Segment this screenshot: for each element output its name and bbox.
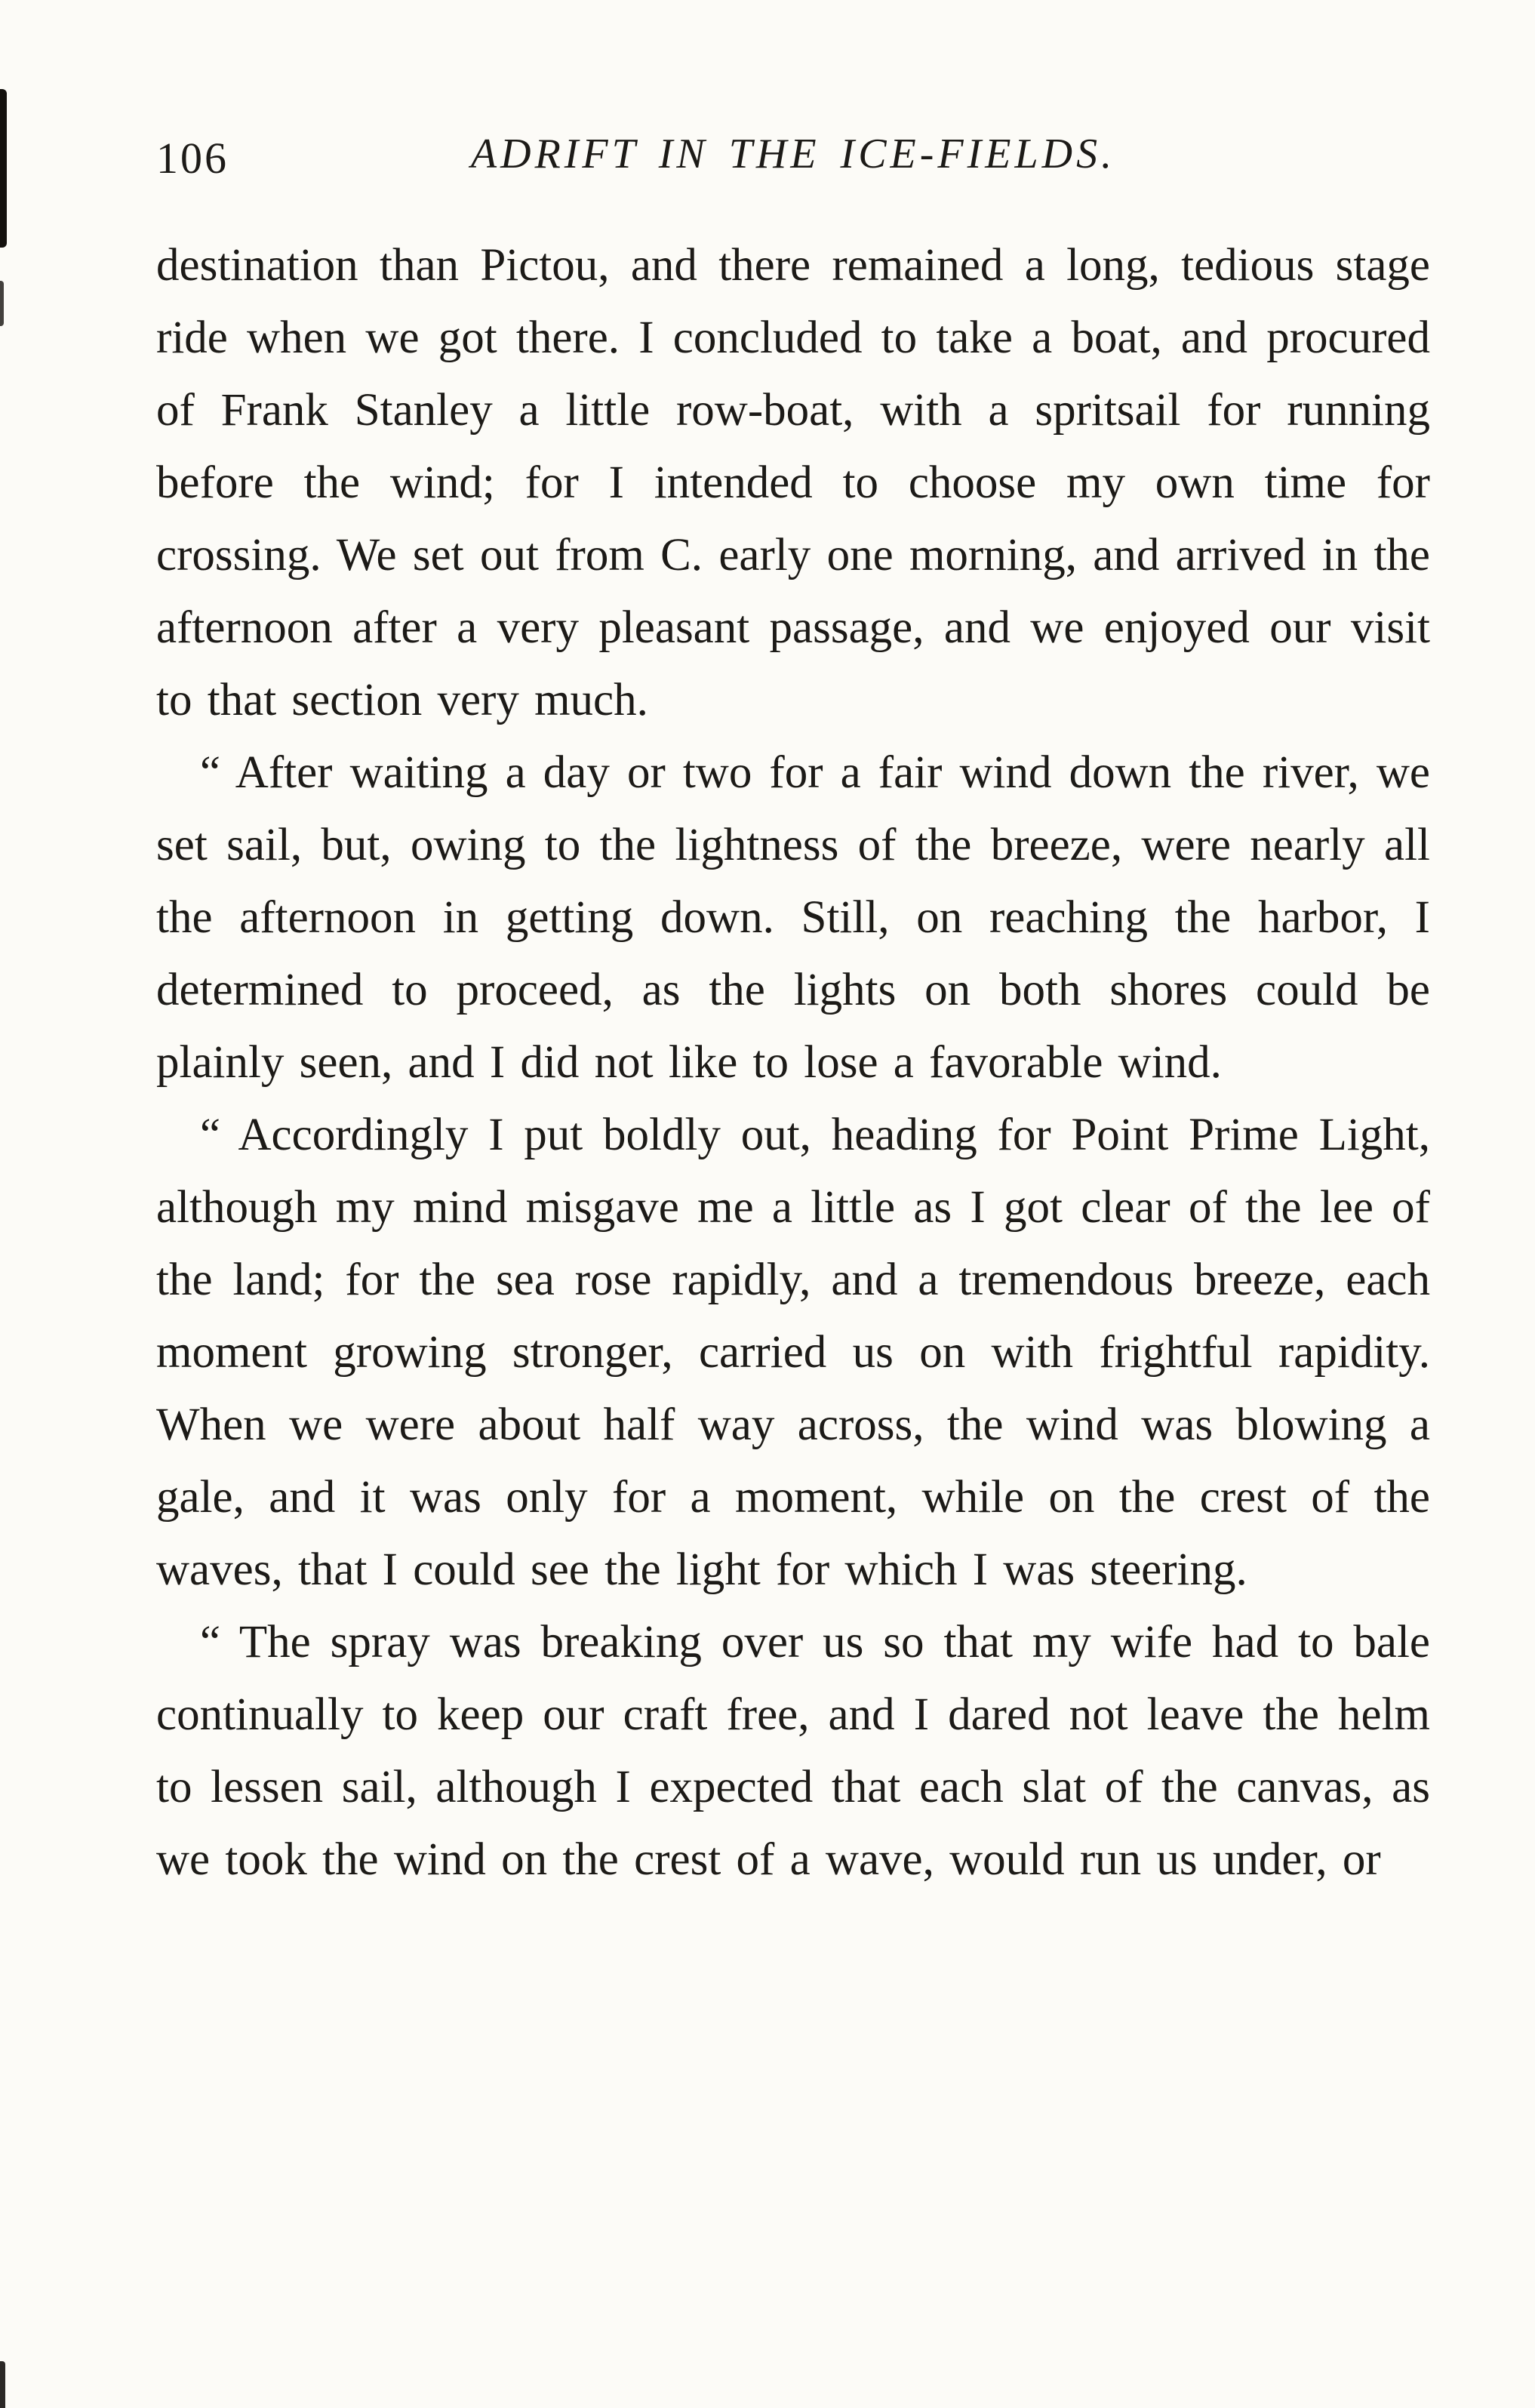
paragraph: “ After waiting a day or two for a fair wind down the river, we set sail, but, owing to the lightness of the breeze, were nearly all the afternoon in getting down. Still, on reaching the harbor, I determined to proceed, as the lights on both shores could be plainly seen, and I did not like to lose a favorable wind. — [156, 747, 1430, 1088]
paragraph: destination than Pictou, and there remained a long, tedious stage ride when we got there. I concluded to take a boat, and procured of Frank Stanley a little row-boat, with a spritsail for running before the wind; for I intended to choose my own time for crossing. We set out from C. early one morning, and arrived in the afternoon after a very pleasant passage, and we enjoyed our visit to that section very much. — [156, 240, 1430, 725]
paragraph: “ Accordingly I put boldly out, heading for Point Prime Light, although my mind misgave me a little as I got clear of the lee of the land; for the sea rose rapidly, and a tremendous breeze, each moment growing stronger, carried us on with frightful rapidity. When we were about half way across, the wind was blowing a gale, and it was only for a moment, while on the crest of the waves, that I could see the light for which I was steering. — [156, 1110, 1430, 1595]
scan-artifact — [0, 89, 7, 248]
body-text — [156, 229, 1430, 1896]
page-header — [156, 130, 1430, 198]
running-title: ADRIFT IN THE ICE-FIELDS. — [470, 131, 1116, 177]
paragraph: “ The spray was breaking over us so that my wife had to bale continually to keep our craft free, and I dared not leave the helm to lessen sail, although I expected that each slat of the canvas, as we took the wind on the crest of a wave, would run us under, or — [156, 1617, 1430, 1885]
page-number: 106 — [156, 134, 229, 183]
scan-artifact — [0, 2361, 5, 2408]
scan-artifact — [0, 281, 4, 326]
